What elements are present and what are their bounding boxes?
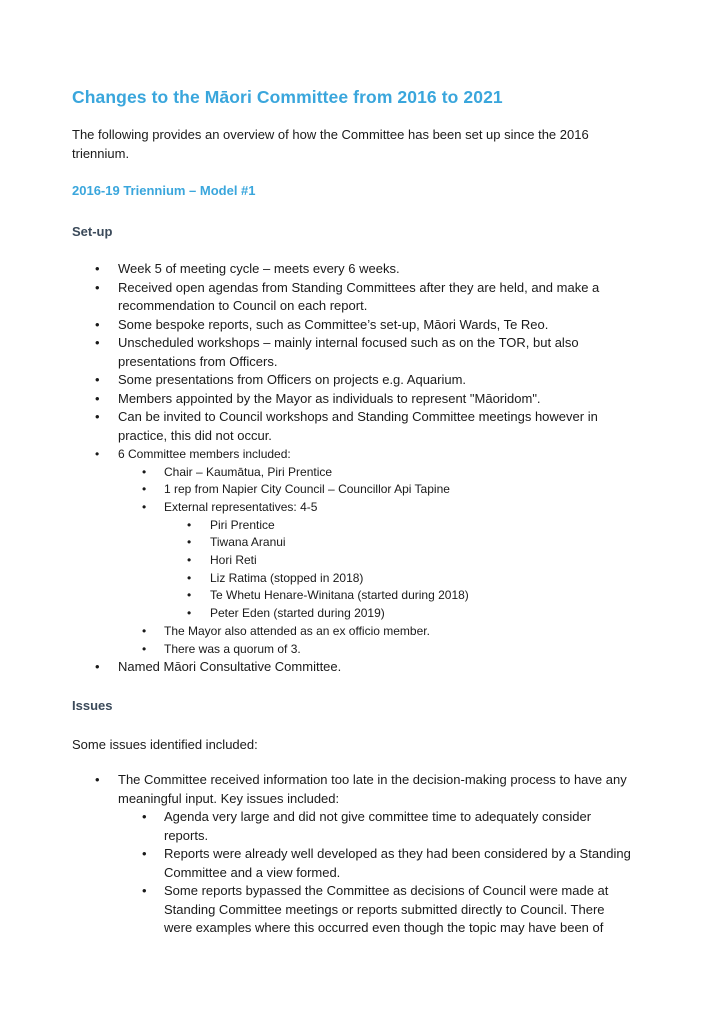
list-item — [72, 316, 632, 335]
list-item-text: Agenda very large and did not give committee time to adequately consider reports. — [164, 809, 592, 843]
list-item-text: 1 rep from Napier City Council – Councillor Api Tapine — [164, 482, 450, 497]
list-item — [164, 517, 632, 535]
list-item — [164, 552, 632, 570]
list-item — [72, 445, 632, 658]
list-item — [164, 534, 632, 552]
bullet-icon: • — [95, 659, 100, 675]
bullet-icon: • — [95, 409, 100, 424]
setup-list — [72, 260, 632, 677]
triennium-subheading: 2016-19 Triennium – Model #1 — [72, 183, 256, 198]
list-item-text: Piri Prentice — [210, 517, 275, 532]
list-item-text: Tiwana Aranui — [210, 535, 286, 550]
list-item-text: Reports were already well developed as they had been considered by a Standing Committee and a view formed. — [164, 846, 631, 880]
list-item — [164, 570, 632, 588]
issues-intro: Some issues identified included: — [72, 737, 258, 752]
bullet-icon: • — [95, 335, 100, 350]
bullet-icon: • — [95, 279, 100, 295]
bullet-icon: • — [95, 447, 100, 461]
list-item — [72, 371, 632, 390]
bullet-icon: • — [95, 772, 100, 787]
bullet-icon: • — [187, 606, 192, 621]
list-item — [118, 808, 632, 845]
issues-list — [72, 771, 632, 938]
list-item-text: Peter Eden (started during 2019) — [210, 606, 385, 621]
bullet-icon: • — [95, 261, 100, 276]
list-item-text: Some reports bypassed the Committee as decisions of Council were made at Standing Committee meetings or reports submitted directly to Council. There were examples where this occurred even though the topic may have been of — [164, 883, 609, 935]
bullet-icon: • — [95, 372, 100, 387]
list-item-text: Received open agendas from Standing Committees after they are held, and make a recommendation to Council on each report. — [118, 279, 600, 313]
list-item — [118, 481, 632, 499]
bullet-icon: • — [187, 535, 192, 550]
list-item — [164, 605, 632, 623]
setup-heading: Set-up — [72, 224, 113, 239]
list-item-text: Members appointed by the Mayor as individuals to represent "Māoridom". — [118, 390, 541, 406]
intro-paragraph: The following provides an overview of how the Committee has been set up since the 2016 triennium. — [72, 127, 589, 161]
members-list — [118, 464, 632, 659]
list-item-text: External representatives: 4-5 — [164, 499, 318, 514]
bullet-icon: • — [142, 623, 147, 638]
list-item-text: Liz Ratima (stopped in 2018) — [210, 570, 364, 585]
list-item-text: Chair – Kaumātua, Piri Prentice — [164, 464, 333, 479]
bullet-icon: • — [142, 809, 147, 824]
list-item-text: Unscheduled workshops – mainly internal focused such as on the TOR, but also presentations from Officers. — [118, 335, 579, 369]
bullet-icon: • — [187, 517, 192, 532]
list-item-text: Some presentations from Officers on projects e.g. Aquarium. — [118, 372, 467, 387]
list-item-text: Week 5 of meeting cycle – meets every 6 weeks. — [118, 261, 400, 276]
list-item — [118, 882, 632, 938]
bullet-icon: • — [142, 499, 147, 514]
list-item — [72, 390, 632, 409]
list-item-text: Hori Reti — [210, 553, 257, 568]
bullet-icon: • — [142, 482, 147, 497]
list-item — [72, 260, 632, 279]
bullet-icon: • — [95, 316, 100, 332]
list-item-text: Te Whetu Henare-Winitana (started during 2018) — [210, 588, 469, 603]
bullet-icon: • — [142, 464, 147, 479]
bullet-icon: • — [187, 553, 192, 568]
list-item-text: Named Māori Consultative Committee. — [118, 659, 342, 675]
list-item-text: The Mayor also attended as an ex officio member. — [164, 623, 430, 638]
external-representatives-list — [164, 517, 632, 623]
list-item — [72, 408, 632, 445]
list-item — [118, 464, 632, 482]
list-item — [118, 641, 632, 659]
list-item — [72, 658, 632, 677]
list-item — [72, 334, 632, 371]
list-item — [164, 587, 632, 605]
bullet-icon: • — [142, 641, 147, 656]
list-item-text: Some bespoke reports, such as Committee’s set-up, Māori Wards, Te Reo. — [118, 316, 549, 332]
list-item — [118, 623, 632, 641]
list-item-text: Can be invited to Council workshops and Standing Committee meetings however in practice, this did not occur. — [118, 409, 598, 443]
issues-sub-list — [118, 808, 632, 938]
list-item — [118, 499, 632, 623]
list-item-text: 6 Committee members included: — [118, 447, 291, 461]
bullet-icon: • — [95, 390, 100, 406]
list-item-text: There was a quorum of 3. — [164, 641, 301, 656]
issues-heading: Issues — [72, 698, 113, 713]
list-item-text: The Committee received information too late in the decision-making process to have any meaningful input. Key issues included: — [118, 772, 627, 806]
bullet-icon: • — [142, 883, 147, 898]
list-item — [72, 771, 632, 938]
page-title: Changes to the Māori Committee from 2016 to 2021 — [72, 87, 503, 107]
list-item — [72, 279, 632, 316]
bullet-icon: • — [187, 588, 192, 603]
bullet-icon: • — [187, 570, 192, 585]
bullet-icon: • — [142, 846, 147, 861]
list-item — [118, 845, 632, 882]
